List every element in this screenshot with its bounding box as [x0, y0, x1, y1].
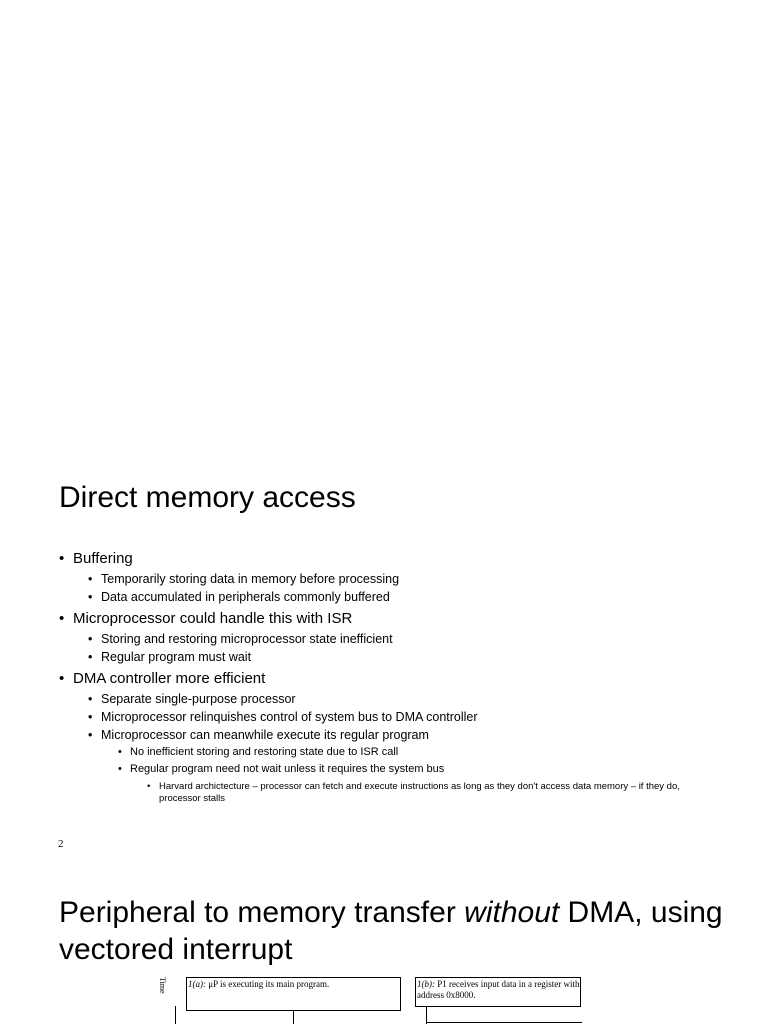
bullet-dot: •	[88, 650, 93, 664]
sub-bullet: • Data accumulated in peripherals commonly buffered	[88, 590, 390, 604]
bullet-dot: •	[147, 781, 151, 792]
bullet-dot: •	[59, 670, 65, 687]
slide-title-2: Peripheral to memory transfer without DMA, using vectored interrupt	[59, 896, 723, 966]
title-emphasis: without	[464, 896, 560, 929]
sub-sub-bullet: • No inefficient storing and restoring state due to ISR call	[59, 744, 719, 761]
bullet-dot: •	[88, 710, 93, 724]
sub-bullet: • Microprocessor relinquishes control of system bus to DMA controller	[88, 710, 478, 724]
bullet-dot: •	[118, 746, 122, 758]
bullet-buffering: • Buffering	[59, 548, 719, 570]
sub-bullet: • Separate single-purpose processor	[88, 692, 296, 706]
sub-sub-bullet: • Regular program need not wait unless it requires the system bus	[59, 761, 719, 778]
bullet-dot: •	[59, 610, 65, 627]
time-axis-label: Time	[158, 977, 167, 994]
bullet-dot: •	[59, 550, 65, 567]
bullet-dot: •	[88, 572, 93, 586]
step-1a-box: 1(a): μP is executing its main program.	[186, 977, 401, 1011]
bullet-dot: •	[88, 692, 93, 706]
time-axis-line	[175, 1006, 176, 1024]
bullet-isr: • Microprocessor could handle this with ISR	[59, 608, 719, 630]
sub-bullet: • Storing and restoring microprocessor state inefficient	[88, 632, 393, 646]
connector-line	[426, 1022, 582, 1023]
slide-title: Direct memory access	[59, 481, 356, 514]
bullet-list	[59, 546, 719, 805]
connector-line	[293, 1011, 294, 1024]
interrupt-diagram	[0, 974, 768, 1024]
page-number: 2	[58, 838, 64, 850]
bullet-dot: •	[88, 728, 93, 742]
sub-bullet: • Temporarily storing data in memory before processing	[88, 572, 400, 586]
bullet-dot: •	[118, 763, 122, 775]
bullet-dot: •	[88, 632, 93, 646]
sub-bullet: • Microprocessor can meanwhile execute its regular program	[88, 728, 429, 742]
bullet-dot: •	[88, 590, 93, 604]
sub-bullet: • Regular program must wait	[88, 650, 252, 664]
bullet-dma-controller: • DMA controller more efficient	[59, 668, 719, 690]
step-1b-box: 1(b): P1 receives input data in a register with address 0x8000.	[415, 977, 581, 1007]
harvard-note: • Harvard archictecture – processor can fetch and execute instructions as long as they don't access data memory – if they do, processor stalls	[147, 781, 680, 804]
